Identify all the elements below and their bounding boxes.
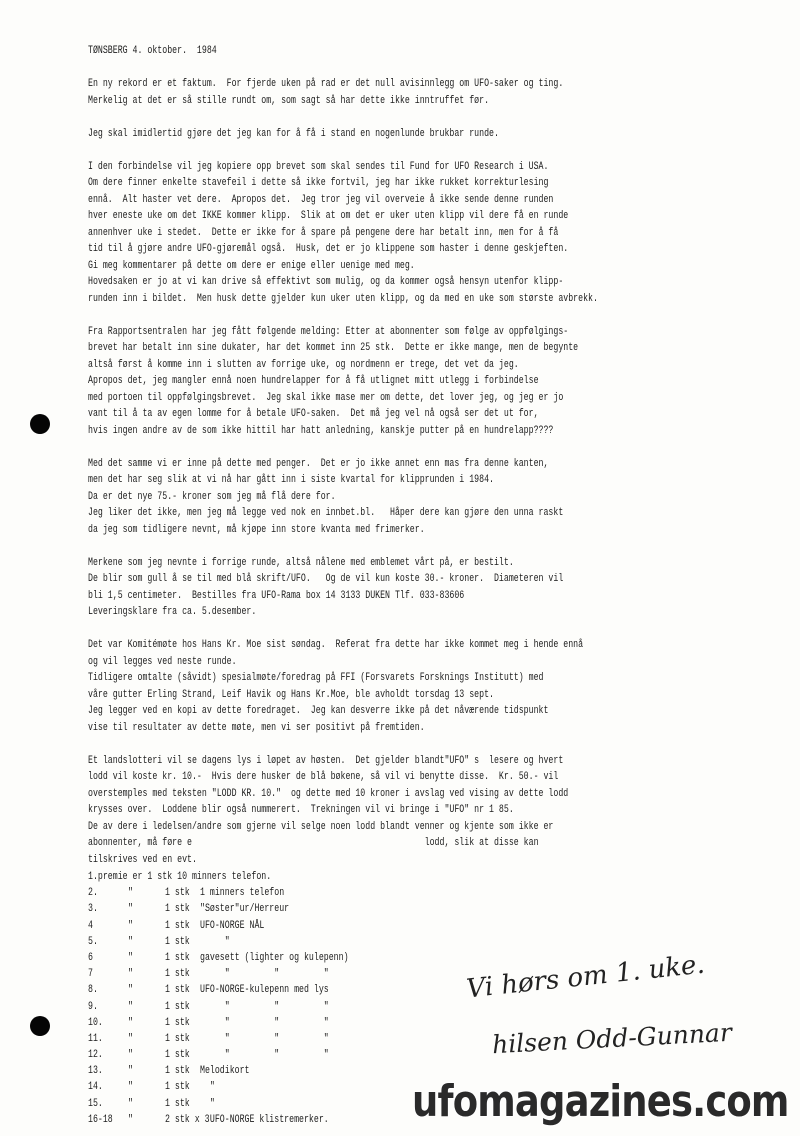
text-line: Leveringsklare fra ca. 5.desember. bbox=[88, 606, 257, 618]
blank-line bbox=[88, 109, 800, 126]
prize-row bbox=[88, 887, 488, 903]
text-line: tid til å gjøre andre UFO-gjøremål også. Husk, det er jo klippene som haster i denne geskjeften. bbox=[88, 243, 569, 255]
prize-desc: "Søster"ur/Herreur bbox=[200, 903, 290, 916]
text-line: I den forbindelse vil jeg kopiere opp brevet som skal sendes til Fund for UFO Research i USA. bbox=[88, 160, 549, 173]
blank-line bbox=[88, 142, 800, 159]
text-line: Apropos det, jeg mangler ennå noen hundrelapper for å få utlignet mitt utlegg i forbindelse bbox=[88, 375, 539, 387]
punch-hole bbox=[30, 1016, 50, 1036]
prize-num: 5. bbox=[88, 935, 98, 948]
prize-ditto: " bbox=[128, 1081, 133, 1094]
prize-ditto: " bbox=[128, 1000, 133, 1013]
prize-row bbox=[88, 936, 488, 952]
prize-qty: 1 stk bbox=[165, 951, 190, 964]
text-line: TØNSBERG 4. oktober. 1984 bbox=[88, 45, 217, 57]
text-line: De blir som gull å se til med blå skrift/UFO. Og de vil kun koste 30.- kroner. Diameteren vil bbox=[88, 573, 564, 585]
text-line: men det har seg slik at vi nå har gått inn i siste kvartal for klipprunden i 1984. bbox=[88, 474, 494, 486]
text-line: Merkene som jeg nevnte i forrige runde, altså nålene med emblemet vårt på, er bestilt. bbox=[88, 556, 514, 569]
prize-ditto: " bbox=[128, 984, 133, 997]
prize-num: 14. bbox=[88, 1081, 103, 1094]
prize-qty: 1 stk bbox=[165, 1065, 190, 1078]
blank-line bbox=[88, 538, 800, 555]
prize-desc: UFO-NORGE NÅL bbox=[200, 919, 265, 932]
text-line: Da er det nye 75.- kroner som jeg må flå dere for. bbox=[88, 490, 336, 503]
prize-qty: 1 stk bbox=[165, 1081, 190, 1094]
text-line: overstemples med teksten "LODD KR. 10." og dette med 10 kroner i avslag ved vising av dette lodd bbox=[88, 787, 569, 800]
prize-qty: 1 stk bbox=[165, 887, 190, 900]
blank-line bbox=[88, 621, 800, 638]
prize-qty: 1 stk bbox=[165, 903, 190, 916]
prize-num: 1.premie er 1 stk 10 minners telefon. bbox=[88, 871, 272, 883]
watermark: ufomagazines.com bbox=[412, 1076, 789, 1127]
text-line: Fra Rapportsentralen har jeg fått følgende melding: Etter at abonnenter som følge av oppfølgings- bbox=[88, 325, 569, 338]
prize-desc: " " " bbox=[200, 1049, 329, 1062]
punch-hole bbox=[30, 414, 50, 434]
prize-num: 16-18 bbox=[88, 1113, 113, 1126]
text-line: Et landslotteri vil se dagens lys i løpet av høsten. Det gjelder blandt"UFO" s lesere og hvert bbox=[88, 754, 564, 767]
text-line: Hovedsaken er jo at vi kan drive så effektivt som mulig, og da kommer også hensyn utenfor klipp- bbox=[88, 276, 564, 288]
prize-num: 12. bbox=[88, 1049, 103, 1062]
text-line: Med det samme vi er inne på dette med penger. Det er jo ikke annet enn mas fra denne kanten, bbox=[88, 457, 549, 470]
prize-desc: Melodikort bbox=[200, 1065, 250, 1078]
blank-line bbox=[88, 60, 800, 77]
text-line: En ny rekord er et faktum. For fjerde uken på rad er det null avisinnlegg om UFO-saker og ting. bbox=[88, 78, 564, 90]
text-line: våre gutter Erling Strand, Leif Havik og Hans Kr.Moe, ble avholdt torsdag 13 sept. bbox=[88, 688, 494, 701]
text-line: Gi meg kommentarer på dette om dere er enige eller uenige med meg. bbox=[88, 259, 415, 272]
letter-body bbox=[88, 43, 800, 868]
prize-qty: 2 stk x 3 bbox=[165, 1113, 210, 1126]
text-line: hvis ingen andre av de som ikke hittil har hatt anledning, kanskje putter på en hundrelapp???? bbox=[88, 424, 554, 437]
text-line: lodd vil koste kr. 10.- Hvis dere husker de blå bøkene, så vil vi benytte disse. Kr. 50.- vil bbox=[88, 771, 559, 783]
prize-ditto: " bbox=[128, 1113, 133, 1126]
prize-ditto: " bbox=[128, 968, 133, 981]
text-line: Jeg liker det ikke, men jeg må legge ved nok en innbet.bl. Håper dere kan gjøre den unna raskt bbox=[88, 507, 564, 519]
text-line: De av dere i ledelsen/andre som gjerne vil selge noen lodd blandt venner og kjente som ikke er bbox=[88, 820, 554, 833]
prize-ditto: " bbox=[128, 903, 133, 916]
text-line: vise til resultater av dette møte, men vi ser positivt på fremtiden. bbox=[88, 721, 425, 734]
text-line: med portoen til oppfølgingsbrevet. Jeg skal ikke mase mer om dette, det lover jeg, og jeg er jo bbox=[88, 391, 564, 404]
prize-qty: 1 stk bbox=[165, 1016, 190, 1029]
text-line: ennå. Alt haster vet dere. Apropos det. Jeg tror jeg vil overveie å ikke sende denne runden bbox=[88, 193, 554, 206]
prize-row bbox=[88, 903, 488, 919]
prize-num: 8. bbox=[88, 984, 98, 997]
prize-row bbox=[88, 1049, 488, 1065]
blank-line bbox=[88, 736, 800, 753]
prize-desc: " bbox=[200, 935, 230, 948]
prize-ditto: " bbox=[128, 887, 133, 900]
prize-desc: " " " bbox=[200, 968, 329, 981]
prize-num: 15. bbox=[88, 1097, 103, 1110]
text-line: runden inn i bildet. Men husk dette gjelder kun uker uten klipp, og da med en uke som største avbrekk. bbox=[88, 292, 598, 305]
prize-ditto: " bbox=[128, 1016, 133, 1029]
prize-num: 2. bbox=[88, 887, 98, 900]
text-line: og vil legges ved neste runde. bbox=[88, 655, 237, 668]
prize-qty: 1 stk bbox=[165, 1032, 190, 1045]
prize-ditto: " bbox=[128, 1032, 133, 1045]
text-line: brevet har betalt inn sine dukater, har det kommet inn 25 stk. Dette er ikke mange, men de begynte bbox=[88, 342, 579, 354]
prize-ditto: " bbox=[128, 1065, 133, 1078]
prize-row bbox=[88, 1033, 488, 1049]
text-line: bli 1,5 centimeter. Bestilles fra UFO-Rama box 14 3133 DUKEN Tlf. 033-83606 bbox=[88, 589, 465, 602]
prize-row bbox=[88, 871, 488, 887]
prize-qty: 1 stk bbox=[165, 1000, 190, 1013]
handwritten-signature: hilsen Odd-Gunnar bbox=[491, 1017, 733, 1060]
prize-qty: 1 stk bbox=[165, 1049, 190, 1062]
text-line: krysses over. Loddene blir også nummerert. Trekningen vil vi bringe i "UFO" nr 1 85. bbox=[88, 804, 514, 816]
prize-num: 9. bbox=[88, 1000, 98, 1013]
text-line: Tidligere omtalte (såvidt) spesialmøte/foredrag på FFI (Forsvarets Forsknings Institutt) med bbox=[88, 672, 544, 684]
prize-qty: 1 stk bbox=[165, 984, 190, 997]
prize-ditto: " bbox=[128, 1097, 133, 1110]
prize-num: 10. bbox=[88, 1016, 103, 1029]
prize-desc: " " " bbox=[200, 1000, 329, 1013]
text-line: vant til å ta av egen lomme for å betale UFO-saken. Det må jeg vel nå også ser det ut for, bbox=[88, 408, 539, 420]
blank-line bbox=[88, 307, 800, 324]
prize-desc: " " " bbox=[200, 1032, 329, 1045]
prize-ditto: " bbox=[128, 935, 133, 948]
prize-desc: gavesett (lighter og kulepenn) bbox=[200, 951, 349, 964]
prize-desc: UFO-NORGE-kulepenn med lys bbox=[200, 984, 329, 997]
prize-row bbox=[88, 1017, 488, 1033]
prize-qty: 1 stk bbox=[165, 935, 190, 948]
prize-qty: 1 stk bbox=[165, 968, 190, 981]
prize-num: 6 bbox=[88, 951, 93, 964]
text-line: da jeg som tidligere nevnt, må kjøpe inn store kvanta med frimerker. bbox=[88, 523, 425, 536]
prize-desc: " bbox=[200, 1081, 215, 1094]
prize-desc: " bbox=[200, 1097, 215, 1110]
prize-row bbox=[88, 968, 488, 984]
prize-num: 4 bbox=[88, 919, 93, 932]
prize-desc: " " " bbox=[200, 1016, 329, 1029]
prize-num: 11. bbox=[88, 1032, 103, 1045]
prize-row bbox=[88, 920, 488, 936]
text-line: annenhver uke i stedet. Dette er ikke for å spare på pengene dere har betalt inn, men for å få bbox=[88, 226, 559, 239]
prize-desc: UFO-NORGE klistremerker. bbox=[200, 1113, 329, 1126]
prize-num: 3. bbox=[88, 903, 98, 916]
prize-desc: 1 minners telefon bbox=[200, 887, 285, 900]
text-line: Det var Komitémøte hos Hans Kr. Moe sist søndag. Referat fra dette har ikke kommet meg i hende ennå bbox=[88, 639, 584, 651]
text-line: abonnenter, må føre e lodd, slik at disse kan bbox=[88, 837, 539, 849]
prize-qty: 1 stk bbox=[165, 1097, 190, 1110]
text-line: tilskrives ved en evt. bbox=[88, 853, 197, 866]
prize-qty: 1 stk bbox=[165, 919, 190, 932]
blank-line bbox=[88, 439, 800, 456]
text-line: Jeg skal imidlertid gjøre det jeg kan for å få i stand en nogenlunde brukbar runde. bbox=[88, 127, 499, 140]
text-line: hver eneste uke om det IKKE kommer klipp. Slik at om det er uker uten klipp vil dere få en runde bbox=[88, 210, 569, 222]
prize-row bbox=[88, 952, 488, 968]
text-line: altså først å komme inn i slutten av forrige uke, og nordmenn er trege, det vet da jeg. bbox=[88, 358, 519, 371]
prize-row bbox=[88, 984, 488, 1000]
prize-num: 13. bbox=[88, 1065, 103, 1078]
prize-ditto: " bbox=[128, 1049, 133, 1062]
prize-row bbox=[88, 1001, 488, 1017]
text-line: Jeg legger ved en kopi av dette foredraget. Jeg kan desverre ikke på det nåværende tidspunkt bbox=[88, 705, 549, 717]
handwritten-note: Vi hørs om 1. uke. bbox=[465, 949, 707, 1005]
prize-ditto: " bbox=[128, 951, 133, 964]
prize-num: 7 bbox=[88, 968, 93, 981]
prize-ditto: " bbox=[128, 919, 133, 932]
text-line: Merkelig at det er så stille rundt om, som sagt så har dette ikke inntruffet før. bbox=[88, 94, 490, 107]
text-line: Om dere finner enkelte stavefeil i dette så ikke fortvil, jeg har ikke rukket korrekturlesing bbox=[88, 177, 549, 189]
